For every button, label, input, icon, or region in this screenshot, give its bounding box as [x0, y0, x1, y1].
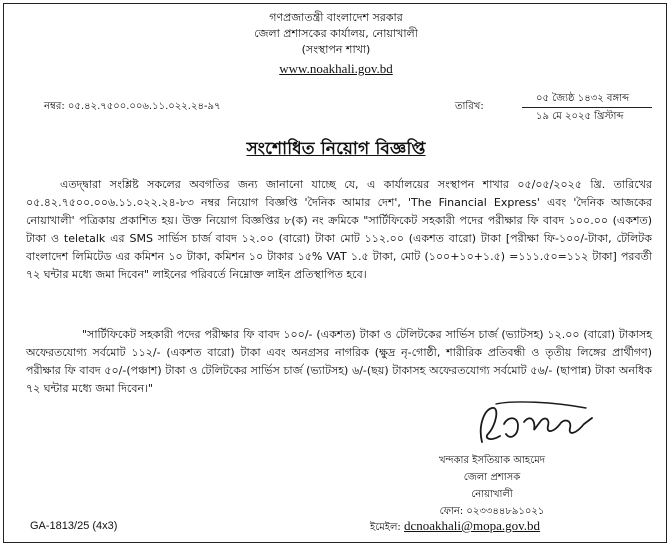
notice-title: সংশোধিত নিয়োগ বিজ্ঞপ্তি [246, 139, 426, 159]
signatory-phone: ফোন: ০২৩৩৪৪৮৯১০২১ [439, 506, 545, 517]
paragraph-replacement-line: "সার্টিফিকেট সহকারী পদের পরীক্ষার ফি বাবদ ১০০/- (একশত) টাকা ও টেলিটকের সার্ভিস চার্জ (ভ্যাটসহ) ১২.০০ (বারো) টাকাসহ অফেরতযোগ্য সর্বমোট ১১২/- (একশত বারো) টাকা এবং অনগ্রসর নাগরিক (ক্ষুদ্র নৃ-গোষ্ঠী, শারীরিক প্রতিবন্ধী ও তৃতীয় লিঙ্গের প্রার্থীগণ) পরীক্ষার ফি বাবদ ৫০/-(পঞ্চাশ) টাকা ও টেলিটকের সার্ভিস চার্জ (ভ্যাটসহ) ৬/-(ছয়) টাকাসহ অফেরতযোগ্য সর্বমোট ৫৬/- (ছাপান্ন) টাকা অনধিক ৭২ ঘন্টার মধ্যে জমা দিবেন।" [26, 328, 652, 395]
ga-code: GA-1813/25 (4x3) [30, 520, 118, 532]
date-label: তারিখ: [455, 101, 484, 112]
branch-name: (সংস্থাপন শাখা) [301, 43, 371, 56]
govt-name: গণপ্রজাতন্ত্রী বাংলাদেশ সরকার [269, 11, 403, 24]
signatory-district: নোয়াখালী [471, 489, 513, 500]
signatory-name: খন্দকার ইসতিয়াক আহমেদ [438, 455, 546, 466]
notice-title-wrap [0, 136, 672, 164]
website-link[interactable]: www.noakhali.gov.bd [279, 61, 393, 76]
signatory-block [352, 452, 632, 520]
office-name: জেলা প্রশাসকের কার্যালয়, নোয়াখালী [254, 27, 418, 40]
paragraph-original-notice: এতদ্দ্বারা সংশ্লিষ্ট সকলের অবগতির জন্য জানানো যাচ্ছে যে, এ কার্যালয়ের সংস্থাপন শাখার ০৫/০৫/২০২৫ খ্রি. তারিখের ০৫.৪২.৭৫০০.০০৬.১১.০২২.২৪-৮৩ নম্বর নিয়োগ বিজ্ঞপ্তি 'দৈনিক আমার দেশ', 'The Financial Express' এবং 'দৈনিক আজকের নোয়াখালী' পত্রিকায় প্রকাশিত হয়। উক্ত নিয়োগ বিজ্ঞপ্তির ৮(ক) নং ক্রমিকে "সার্টিফিকেট সহকারী পদের পরীক্ষার ফি বাবদ ১০০.০০ (একশত) টাকা ও teletalk এর SMS সার্ভিস চার্জ বাবদ ১২.০০ (বারো) টাকা মোট ১১২.০০ (একশত বারো) টাকা [পরীক্ষা ফি-১০০/-টাকা, টেলিটক বাংলাদেশ লিমিটেড এর কমিশন ১০ টাকা, কমিশন ১০ টাকার ১৫% VAT ১.৫ টাকা, মোট (১০০+১০+১.৫) =১১১.৫০=১১২ টাকা] পরবর্তী ৭২ ঘন্টার মধ্যে জমা দিবেন" লাইনের পরিবর্তে নিম্নোক্ত লাইন প্রতিস্থাপিত হবে। [26, 178, 652, 281]
date-divider [522, 107, 652, 108]
email-line [370, 518, 540, 537]
date-block [522, 91, 652, 124]
email-label: ইমেইল: [370, 522, 401, 533]
email-link[interactable]: dcnoakhali@mopa.gov.bd [403, 518, 541, 533]
memo-number: নম্বর: ০৫.৪২.৭৫০০.০০৬.১১.০২২.২৪-৯৭ [44, 101, 221, 112]
signature-image [474, 396, 600, 450]
date-bangla: ০৫ জ্যৈষ্ঠ ১৪৩২ বঙ্গাব্দ [536, 93, 630, 104]
signatory-designation: জেলা প্রশাসক [463, 472, 521, 483]
date-english: ১৯ মে ২০২৫ খ্রিস্টাব্দ [536, 111, 624, 122]
